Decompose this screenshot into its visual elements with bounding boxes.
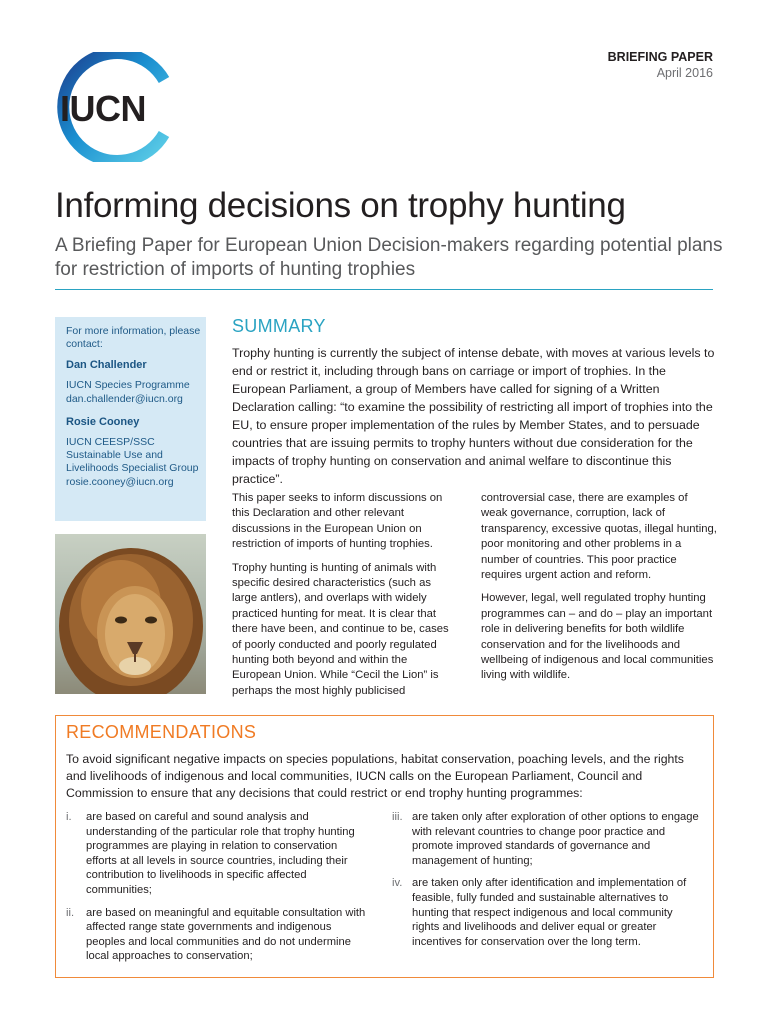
contact-org: IUCN CEESP/SSC Sustainable Use and Livelihoods Specialist Group [66, 436, 199, 474]
lion-photo [55, 534, 206, 694]
summary-right-column [481, 491, 717, 692]
recommendations-list-right [392, 810, 702, 957]
contact-email[interactable]: rosie.cooney@iucn.org [66, 476, 174, 488]
contact-org: IUCN Species Programme [66, 379, 190, 391]
recommendation-text: are based on careful and sound analysis and understanding of the particular role that trophy hunting programmes are playing in relation to conservation efforts at all levels in source countries, including their contribution to livelihoods in specific affected communities; [86, 811, 355, 896]
summary-paragraph: controversial case, there are examples of weak governance, corruption, lack of transparency, excessive quotas, illegal hunting, poor monitoring and other problems in a number of countries. This poor practice requires urgent action and reform. [481, 492, 717, 582]
lion-image [55, 534, 206, 694]
recommendation-item [392, 810, 702, 868]
recommendation-number: ii. [66, 906, 75, 919]
recommendations-heading: RECOMMENDATIONS [66, 722, 257, 742]
contact-box [55, 317, 206, 521]
recommendation-item [392, 876, 702, 949]
recommendation-number: i. [66, 811, 72, 823]
header-divider [55, 289, 713, 290]
document-type: BRIEFING PAPER [607, 50, 713, 64]
summary-paragraph: However, legal, well regulated trophy hunting programmes can – and do – play an important role in delivering benefits for both wildlife conservation and for the livelihoods and wellbeing of indigenous and local communities living with wildlife. [481, 592, 714, 682]
recommendations-list-left [66, 810, 366, 972]
iucn-logo [52, 52, 182, 162]
recommendations-intro: To avoid significant negative impacts on species populations, habitat conservation, poaching levels, and the rights and livelihoods of indigenous and local communities, IUCN calls on the European Parliament, Council and Commission to ensure that any decisions that could restrict or end trophy hunting programmes: [66, 752, 684, 800]
recommendation-number: iii. [392, 811, 403, 823]
recommendation-number: iv. [392, 877, 403, 890]
summary-paragraph: This paper seeks to inform discussions on this Declaration and other relevant discussions in the European Union on restriction of imports of hunting trophies. [232, 492, 443, 551]
page-title: Informing decisions on trophy hunting [55, 186, 626, 225]
summary-lead-paragraph: Trophy hunting is currently the subject of intense debate, with moves at various levels to end or restrict it, including through bans on carriage or import of trophies. In the European Parliament, a group of Members have called for signing of a Written Declaration calling: “to examine the possibility of restricting all import of trophies into the EU, to ensure proper implementation of the rules by Member States, and to persuade countries that are issuing permits to trophy hunters without due consideration for the impacts of trophy hunting on conservation and animal welfare to discontinue this practice”. [232, 346, 715, 486]
contact-name: Rosie Cooney [66, 416, 140, 428]
contact-email[interactable]: dan.challender@iucn.org [66, 393, 183, 405]
summary-heading: SUMMARY [232, 316, 326, 336]
page-subtitle: A Briefing Paper for European Union Decision-makers regarding potential plans for restriction of imports of hunting trophies [55, 235, 723, 280]
recommendation-text: are taken only after identification and implementation of feasible, fully funded and sustainable alternatives to hunting that respect indigenous and local community rights and livelihoods and deliver equal or greater incentives for conservation over the long term. [412, 877, 687, 948]
logo-text: IUCN [60, 88, 146, 129]
recommendation-text: are taken only after exploration of other options to engage with relevant countries to change poor practice and promote improved standards of governance and management of hunting; [412, 811, 699, 867]
recommendation-item [66, 810, 366, 898]
recommendation-item [66, 906, 366, 964]
recommendations-box [55, 715, 714, 978]
summary-left-column [232, 491, 458, 707]
contact-name: Dan Challender [66, 359, 147, 371]
recommendation-text: are based on meaningful and equitable consultation with affected range state governments and indigenous peoples and local communities and do not undermine local approaches to conservation; [86, 906, 366, 963]
summary-paragraph: Trophy hunting is hunting of animals with specific desired characteristics (such as large antlers), and overlaps with widely practiced hunting for meat. It is clear that there have been, and continue to be, cases of poorly conducted and poorly regulated hunting both beyond and within the European Union. While “Cecil the Lion” is perhaps the most highly publicised [232, 561, 449, 697]
contact-intro: For more information, please contact: [66, 325, 201, 350]
document-date: April 2016 [656, 66, 713, 80]
